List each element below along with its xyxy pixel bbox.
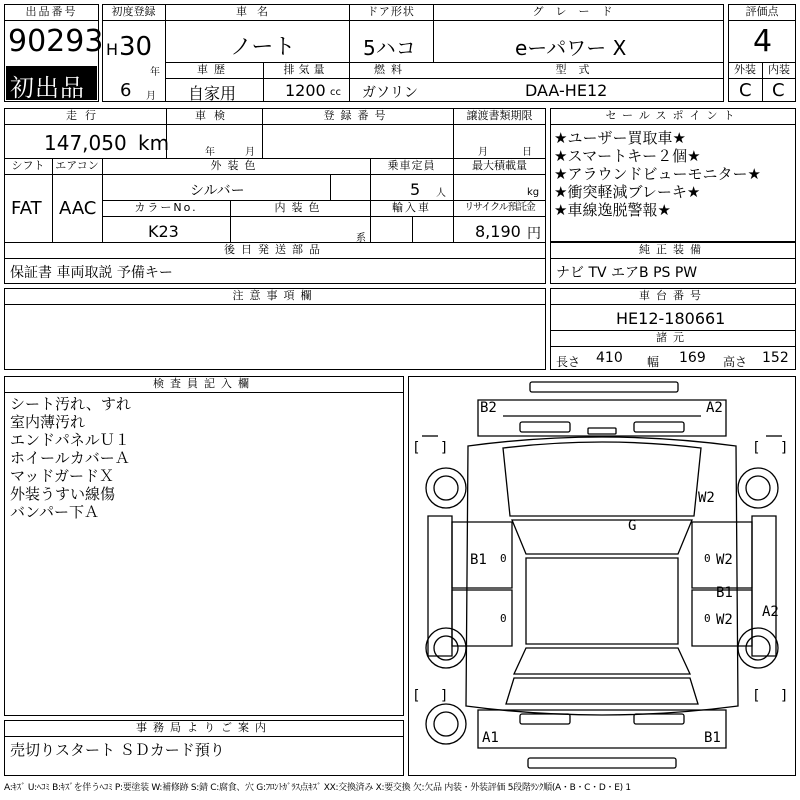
door-label: ドア形状 — [367, 5, 415, 18]
length: 410 — [596, 350, 623, 366]
load-label: 最大積載量 — [472, 159, 527, 172]
sales-point: ★ユーザー買取車★ — [554, 129, 686, 147]
lot-number: 90293 — [8, 24, 104, 59]
color-no: K23 — [148, 222, 179, 241]
inspection-month-unit: 月 — [245, 147, 255, 158]
damage-mark-zero-left-2: 0 — [500, 612, 507, 625]
damage-mark-w2-right-door: W2 — [716, 552, 733, 568]
shift-label: シフト — [11, 159, 45, 172]
sales-point: ★アラウンドビューモニター★ — [554, 165, 761, 183]
car-diagram — [408, 376, 796, 776]
exterior-color: シルバー — [190, 183, 245, 199]
damage-mark-g-glass: G — [628, 518, 637, 534]
model-label: 型式 — [555, 63, 602, 76]
car-name-label: 車名 — [236, 5, 278, 18]
inspector-note: 外装うすい線傷 — [10, 485, 116, 503]
damage-mark-b1-right-rear: B1 — [716, 585, 733, 601]
bracket-right-top-close: ] — [780, 440, 789, 456]
length-label: 長さ — [556, 355, 581, 369]
chassis-label: 車台番号 — [639, 289, 707, 302]
bracket-left-bottom-close: ] — [440, 688, 449, 704]
mileage-unit: km — [138, 131, 170, 155]
history-label: 車歴 — [197, 63, 231, 76]
exterior-color-label: 外装色 — [210, 159, 262, 172]
inspector-note: ホイールカバーＡ — [10, 449, 130, 467]
inspector-note: バンパー下Ａ — [10, 503, 99, 521]
damage-mark-b1-rear: B1 — [704, 730, 721, 746]
bracket-left-top-close: ] — [440, 440, 449, 456]
inspection-year-unit: 年 — [205, 147, 215, 158]
import-label: 輸入車 — [392, 201, 431, 214]
transfer-month-unit: 月 — [478, 147, 488, 158]
inspector-note: マッドガードＸ — [10, 467, 114, 485]
mileage: 147,050 — [44, 131, 127, 155]
interior-color-unit: 系 — [356, 233, 366, 244]
regno-label: 登録番号 — [323, 109, 392, 122]
damage-mark-a2-front: A2 — [706, 400, 723, 416]
int-score: C — [772, 80, 785, 101]
width: 169 — [679, 350, 706, 366]
displacement-label: 排気量 — [283, 63, 329, 76]
color-no-label: カラーNo. — [134, 201, 198, 214]
equipment-label: 純正装備 — [639, 243, 707, 256]
inspector-note: エンドパネルＵ１ — [10, 431, 130, 449]
history: 自家用 — [188, 84, 237, 103]
sales-points-label: セールスポイント — [605, 109, 741, 122]
displacement: 1200 — [285, 81, 326, 100]
damage-mark-w2-right-rear: W2 — [716, 612, 733, 628]
shift: FAT — [11, 198, 42, 219]
sales-point: ★スマートキー２個★ — [554, 147, 701, 165]
year-unit: 年 — [150, 67, 160, 78]
sales-point: ★車線逸脱警報★ — [554, 201, 671, 219]
damage-mark-zero-right-2: 0 — [704, 612, 711, 625]
bracket-right-bottom-close: ] — [780, 688, 789, 704]
damage-mark-a2-right-side: A2 — [762, 604, 779, 620]
bracket-left-top-open: [ — [412, 440, 421, 456]
score: 4 — [753, 24, 773, 59]
office-label: 事務局よりご案内 — [136, 721, 272, 734]
legend-text: A:ｷｽﾞ U:ﾍｺﾐ B:ｷｽﾞを伴うﾍｺﾐ P:要塗装 W:補修跡 S:錆 C:腐食、穴 G:ﾌﾛﾝﾄｶﾞﾗｽ点ｷｽﾞ XX:交換済み X:要交換 欠:欠品 内装・外装評価 5段階ﾗﾝｸ順(A・B・C・D・E) 1 — [4, 783, 631, 793]
transfer-day-unit: 日 — [522, 147, 532, 158]
first-listing-text: 初出品 — [10, 74, 85, 102]
score-label: 評価点 — [745, 5, 779, 18]
fuel-label: 燃料 — [374, 63, 408, 76]
damage-mark-b2-front: B2 — [480, 400, 497, 416]
inspector-label: 検査員記入欄 — [153, 377, 255, 390]
chassis-number: HE12-180661 — [616, 309, 726, 328]
damage-mark-w2-right-fender: W2 — [698, 490, 715, 506]
capacity: 5 — [410, 180, 421, 199]
reg-era: H — [106, 40, 119, 59]
transfer-label: 譲渡書類期限 — [466, 109, 533, 122]
bracket-left-bottom-open: [ — [412, 688, 421, 704]
ext-label: 外装 — [734, 63, 756, 76]
int-label: 内装 — [768, 63, 790, 76]
inspector-notes — [10, 395, 131, 521]
bracket-right-bottom-open: [ — [752, 688, 761, 704]
equipment: ナビ TV エアB PS PW — [556, 265, 698, 281]
height: 152 — [762, 350, 789, 366]
model: DAA-HE12 — [525, 81, 608, 100]
grade-label: グレード — [532, 5, 625, 18]
reg-label: 初度登録 — [111, 5, 156, 18]
grade: eーパワー X — [515, 36, 627, 60]
lot-number-label: 出品番号 — [25, 5, 78, 18]
inspector-note: シート汚れ、すれ — [10, 395, 131, 413]
width-label: 幅 — [647, 355, 660, 369]
later-parts: 保証書 車両取説 予備キー — [10, 265, 173, 281]
sales-point: ★衝突軽減ブレーキ★ — [554, 183, 701, 201]
later-parts-label: 後日発送部品 — [224, 243, 326, 256]
mileage-label: 走行 — [66, 109, 104, 122]
reg-month: 6 — [120, 80, 132, 101]
inspector-note: 室内薄汚れ — [10, 413, 86, 431]
notes-label: 注意事項欄 — [232, 289, 318, 302]
month-unit: 月 — [146, 91, 156, 102]
displacement-unit: cc — [330, 87, 341, 98]
damage-mark-b1-left-door: B1 — [470, 552, 487, 568]
damage-mark-zero-right-1: 0 — [704, 552, 711, 565]
capacity-unit: 人 — [436, 188, 446, 199]
sales-points-list — [554, 129, 761, 219]
ext-score: C — [739, 80, 752, 101]
damage-mark-a1-rear: A1 — [482, 730, 499, 746]
fuel: ガソリン — [362, 85, 418, 101]
damage-mark-zero-left-1: 0 — [500, 552, 507, 565]
aircon-label: エアコン — [55, 159, 99, 172]
dims-label: 諸元 — [656, 331, 690, 344]
recycle-label: リサイクル預託金 — [464, 202, 535, 213]
office-text: 売切りスタート ＳＤカード預り — [10, 741, 225, 759]
interior-color-label: 内装色 — [274, 201, 326, 214]
height-label: 高さ — [723, 355, 748, 369]
capacity-label: 乗車定員 — [387, 159, 436, 172]
inspection-label: 車検 — [195, 109, 233, 122]
load-unit: kg — [527, 187, 540, 198]
recycle-unit: 円 — [527, 226, 541, 242]
door-type: 5ハコ — [363, 36, 416, 60]
recycle-amount: 8,190 — [475, 222, 521, 241]
bracket-right-top-open: [ — [752, 440, 761, 456]
car-name: ノート — [230, 35, 296, 60]
aircon: AAC — [59, 198, 97, 219]
reg-year: 30 — [119, 32, 153, 62]
